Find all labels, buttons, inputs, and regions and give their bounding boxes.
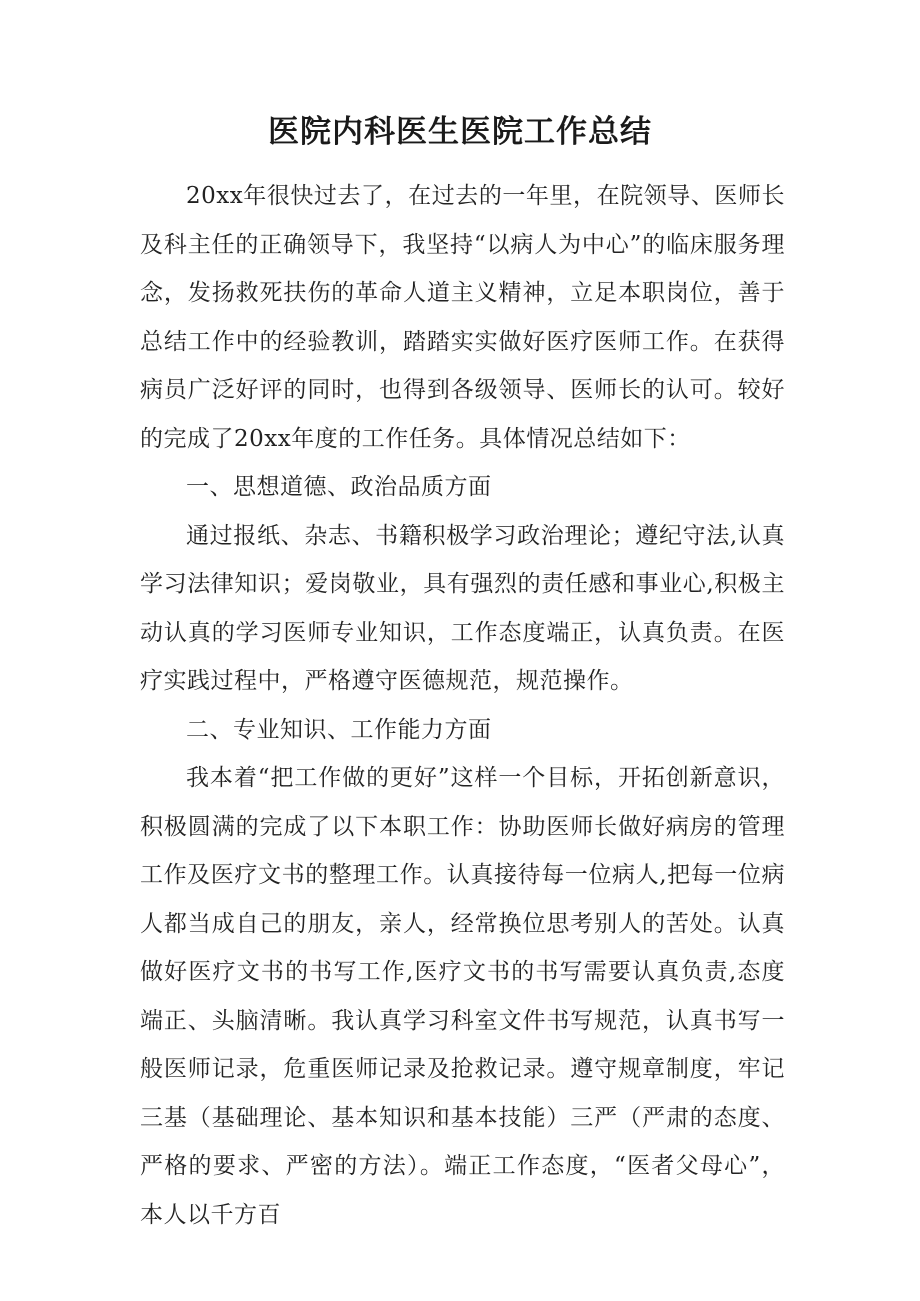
intro-paragraph: 20xx年很快过去了，在过去的一年里，在院领导、医师长及科主任的正确领导下，我坚持“以病人为中心”的临床服务理念，发扬救死扶伤的革命人道主义精神，立足本职岗位，善于总结工作中的经验教训，踏踏实实做好医疗医师工作。在获得病员广泛好评的同时，也得到各级领导、医师长的认可。较好的完成了20xx年度的工作任务。具体情况总结如下： bbox=[140, 183, 785, 452]
document-body bbox=[140, 172, 785, 1239]
ideology-paragraph: 通过报纸、杂志、书籍积极学习政治理论；遵纪守法,认真学习法律知识；爱岗敬业，具有强烈的责任感和事业心,积极主动认真的学习医师专业知识，工作态度端正，认真负责。在医疗实践过程中，严格遵守医德规范，规范操作。 bbox=[140, 522, 785, 694]
page-title: 医院内科医生医院工作总结 bbox=[268, 114, 652, 150]
section-heading-ideology: 一、思想道德、政治品质方面 bbox=[186, 474, 492, 500]
professional-paragraph: 我本着“把工作做的更好”这样一个目标，开拓创新意识，积极圆满的完成了以下本职工作：协助医师长做好病房的管理工作及医疗文书的整理工作。认真接待每一位病人,把每一位病人都当成自己的朋友，亲人，经常换位思考别人的苦处。认真做好医疗文书的书写工作,医疗文书的书写需要认真负责,态度端正、头脑清晰。我认真学习科室文件书写规范，认真书写一般医师记录，危重医师记录及抢救记录。遵守规章制度，牢记三基（基础理论、基本知识和基本技能）三严（严肃的态度、严格的要求、严密的方法）。端正工作态度，“医者父母心”，本人以千方百 bbox=[140, 765, 785, 1228]
section-heading-professional: 二、专业知识、工作能力方面 bbox=[186, 716, 492, 743]
